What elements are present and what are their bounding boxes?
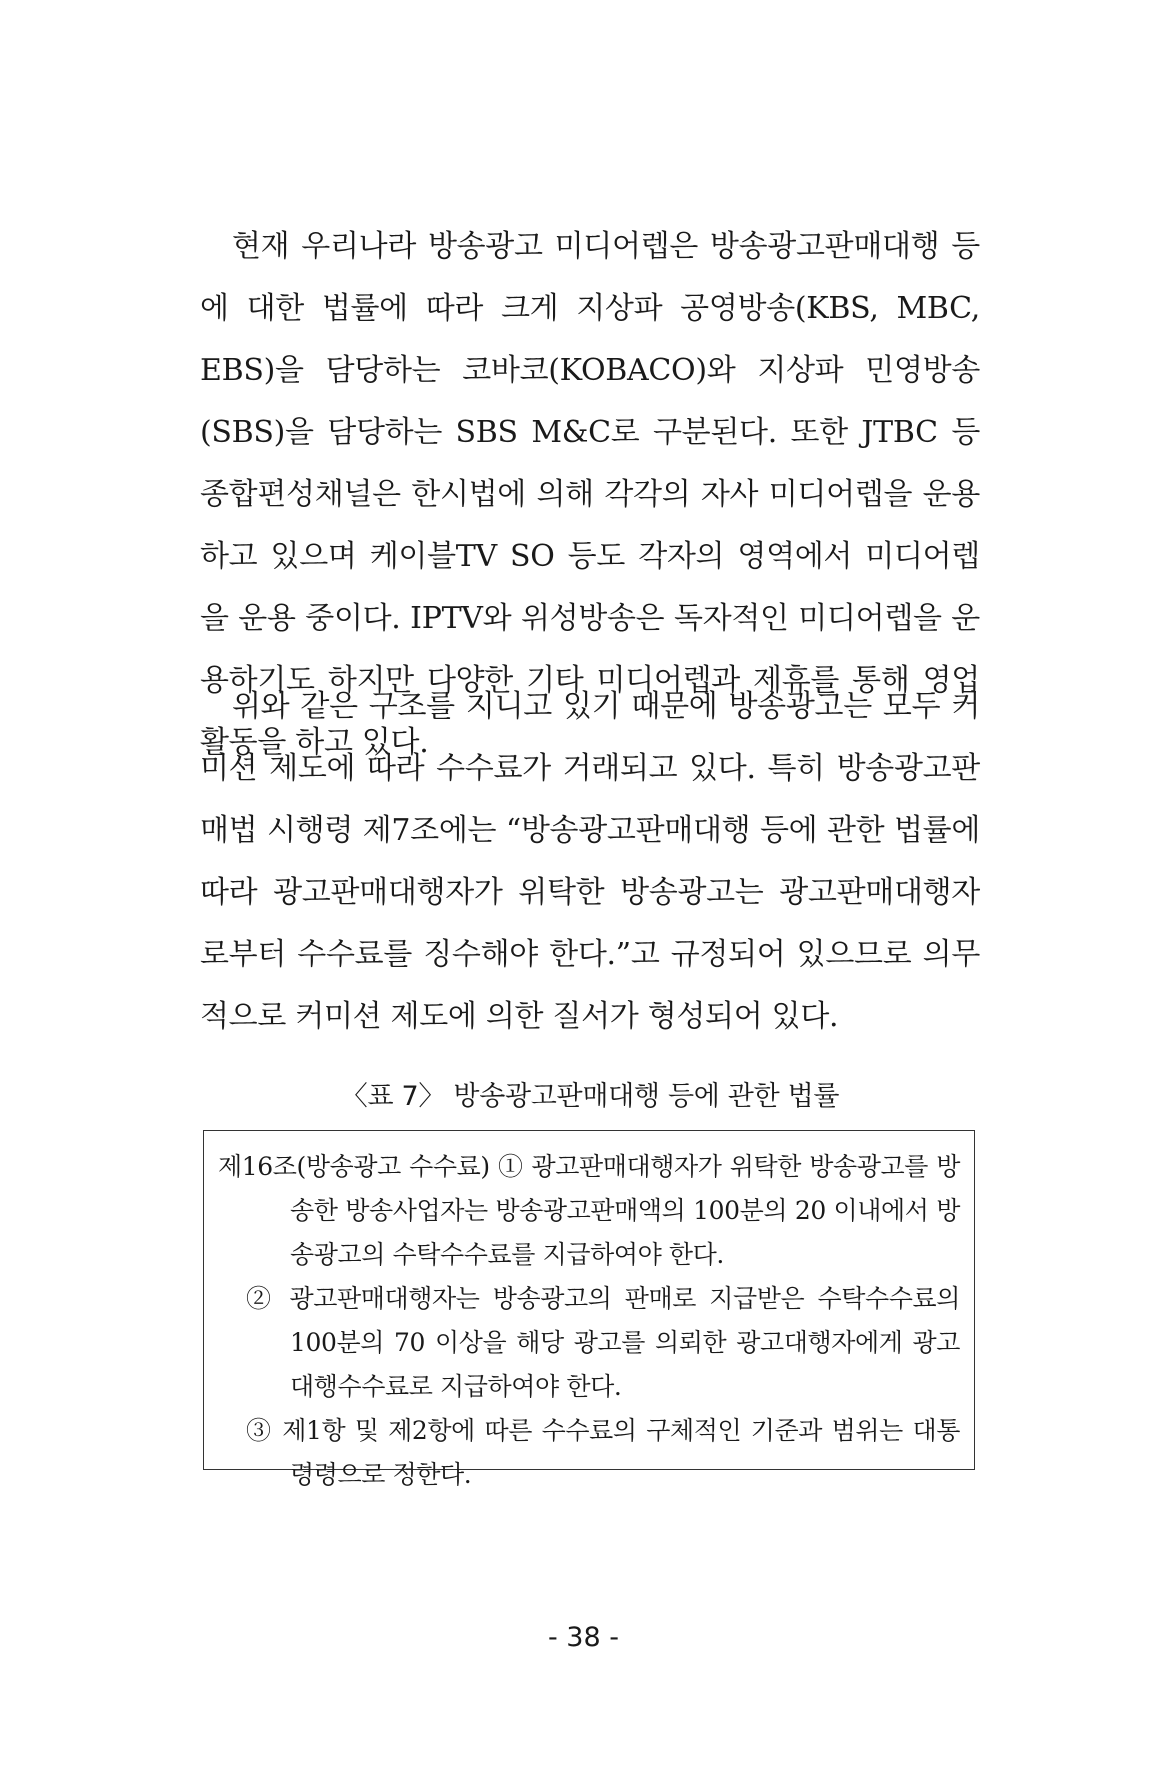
page-number: - 38 -	[547, 1622, 619, 1653]
law-clause-3: ③ 제1항 및 제2항에 따른 수수료의 구체적인 기준과 범위는 대통령령으로 정한다.	[246, 1416, 960, 1489]
law-excerpt-box	[203, 1130, 975, 1489]
body-paragraph-commission-system: 위와 같은 구조를 지니고 있기 때문에 방송광고는 모두 커미션 제도에 따라 수수료가 거래되고 있다. 특히 방송광고판매법 시행령 제7조에는 “방송광고판매대행 등에 관한 법률에 따라 광고판매대행자가 위탁한 방송광고는 광고판매대행자로부터 수수료를 징수해야 한다.”고 규정되어 있으므로 의무적으로 커미션 제도에 의한 질서가 형성되어 있다.	[200, 689, 980, 1034]
body-paragraph-media-rep-structure: 현재 우리나라 방송광고 미디어렙은 방송광고판매대행 등에 대한 법률에 따라 크게 지상파 공영방송(KBS, MBC, EBS)을 담당하는 코바코(KOBACO)와 지상파 민영방송(SBS)을 담당하는 SBS M&C로 구분된다. 또한 JTBC 등 종합편성채널은 한시법에 의해 각각의 자사 미디어렙을 운용하고 있으며 케이블TV SO 등도 각자의 영역에서 미디어렙을 운용 중이다. IPTV와 위성방송은 독자적인 미디어렙을 운용하기도 하지만 다양한 기타 미디어렙과 제휴를 통해 영업 활동을 하고 있다.	[200, 229, 980, 760]
table-caption: 〈표 7〉 방송광고판매대행 등에 관한 법률	[340, 1081, 840, 1112]
law-clause-2: ② 광고판매대행자는 방송광고의 판매로 지급받은 수탁수수료의 100분의 70 이상을 해당 광고를 의뢰한 광고대행자에게 광고대행수수료로 지급하여야 한다.	[246, 1284, 960, 1401]
law-clause-1: 제16조(방송광고 수수료) ① 광고판매대행자가 위탁한 방송광고를 방송한 방송사업자는 방송광고판매액의 100분의 20 이내에서 방송광고의 수탁수수료를 지급하여야 한다.	[218, 1152, 960, 1269]
